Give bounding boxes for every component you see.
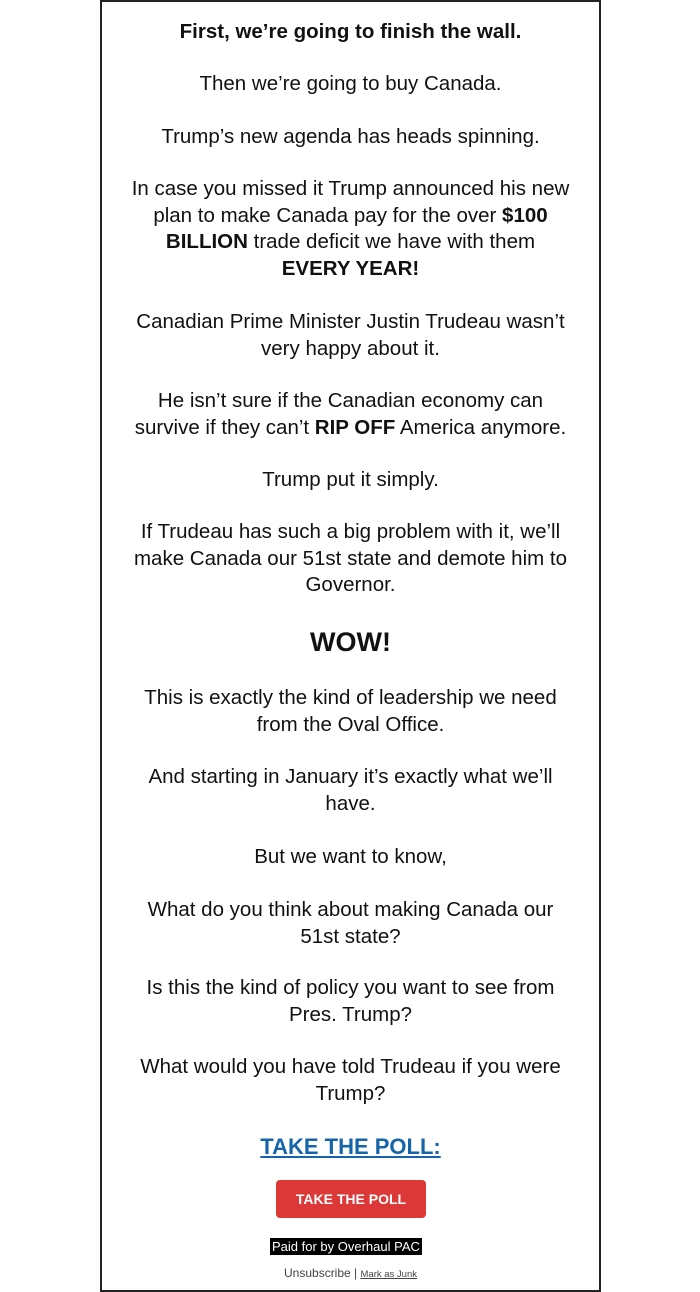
email-footer	[102, 1265, 599, 1283]
paragraph-survive	[102, 388, 599, 441]
take-the-poll-link[interactable]: TAKE THE POLL:	[260, 1134, 441, 1159]
mark-as-junk-link[interactable]: Mark as Junk	[360, 1269, 417, 1280]
policy-line-1: Is this the kind of policy you want to see from	[146, 976, 555, 999]
survive-rip-off: RIP OFF	[314, 415, 396, 439]
paragraph-simply: Trump put it simply.	[262, 468, 439, 491]
paragraph-problem	[102, 519, 599, 599]
email-body-frame	[100, 0, 601, 1292]
problem-line-2: make Canada our 51st state and demote him to	[133, 546, 568, 570]
policy-line-2: Pres. Trump?	[288, 1002, 413, 1026]
paragraph-agenda: Trump’s new agenda has heads spinning.	[161, 125, 540, 148]
trade-deficit-line-2: plan to make Canada pay for the over	[153, 203, 503, 227]
trade-deficit-billion: BILLION	[165, 230, 248, 253]
survive-line-1: He isn’t sure if the Canadian economy can	[157, 389, 544, 412]
told-line-1: What would you have told Trudeau if you were	[140, 1055, 561, 1078]
headline: First, we’re going to finish the wall.	[179, 20, 522, 43]
survive-line-2c: America anymore.	[395, 415, 567, 439]
think-line-2: 51st state?	[300, 924, 401, 948]
paragraph-leadership	[102, 685, 599, 738]
paragraph-january	[102, 764, 599, 817]
trudeau-line-1: Canadian Prime Minister Justin Trudeau wasn’t	[136, 310, 565, 333]
told-line-2: Trump?	[315, 1081, 386, 1105]
trade-deficit-every-year: EVERY YEAR!	[281, 256, 420, 280]
trade-deficit-line-1: In case you missed it Trump announced his new	[131, 177, 570, 200]
leadership-line-2: from the Oval Office.	[256, 712, 445, 736]
paragraph-trudeau	[102, 309, 599, 362]
paragraph-want-to-know: But we want to know,	[254, 845, 447, 868]
january-line-2: have.	[325, 791, 376, 815]
paid-for-disclaimer: Paid for by Overhaul PAC	[272, 1239, 420, 1254]
survive-line-2a: survive if they can’t	[134, 415, 315, 439]
leadership-line-1: This is exactly the kind of leadership we need	[144, 686, 557, 709]
paragraph-think	[102, 897, 599, 950]
paragraph-trade-deficit	[102, 176, 599, 282]
wow-heading: WOW!	[310, 627, 391, 657]
trade-deficit-line-3: trade deficit we have with them	[247, 230, 536, 253]
think-line-1: What do you think about making Canada our	[147, 898, 554, 921]
trade-deficit-amount: $100	[502, 203, 548, 227]
paragraph-told	[102, 1054, 599, 1107]
unsubscribe-link[interactable]: Unsubscribe	[284, 1266, 351, 1280]
footer-separator: |	[350, 1266, 361, 1280]
problem-line-3: Governor.	[305, 573, 396, 596]
january-line-1: And starting in January it’s exactly what we’ll	[148, 765, 553, 788]
paragraph-buy-canada: Then we’re going to buy Canada.	[199, 72, 502, 95]
problem-line-1: If Trudeau has such a big problem with it, we’ll	[140, 520, 561, 543]
paragraph-policy	[102, 975, 599, 1028]
trudeau-line-2: very happy about it.	[261, 336, 440, 360]
take-the-poll-button[interactable]: TAKE THE POLL	[276, 1180, 426, 1218]
poll-link-container	[102, 1133, 599, 1162]
